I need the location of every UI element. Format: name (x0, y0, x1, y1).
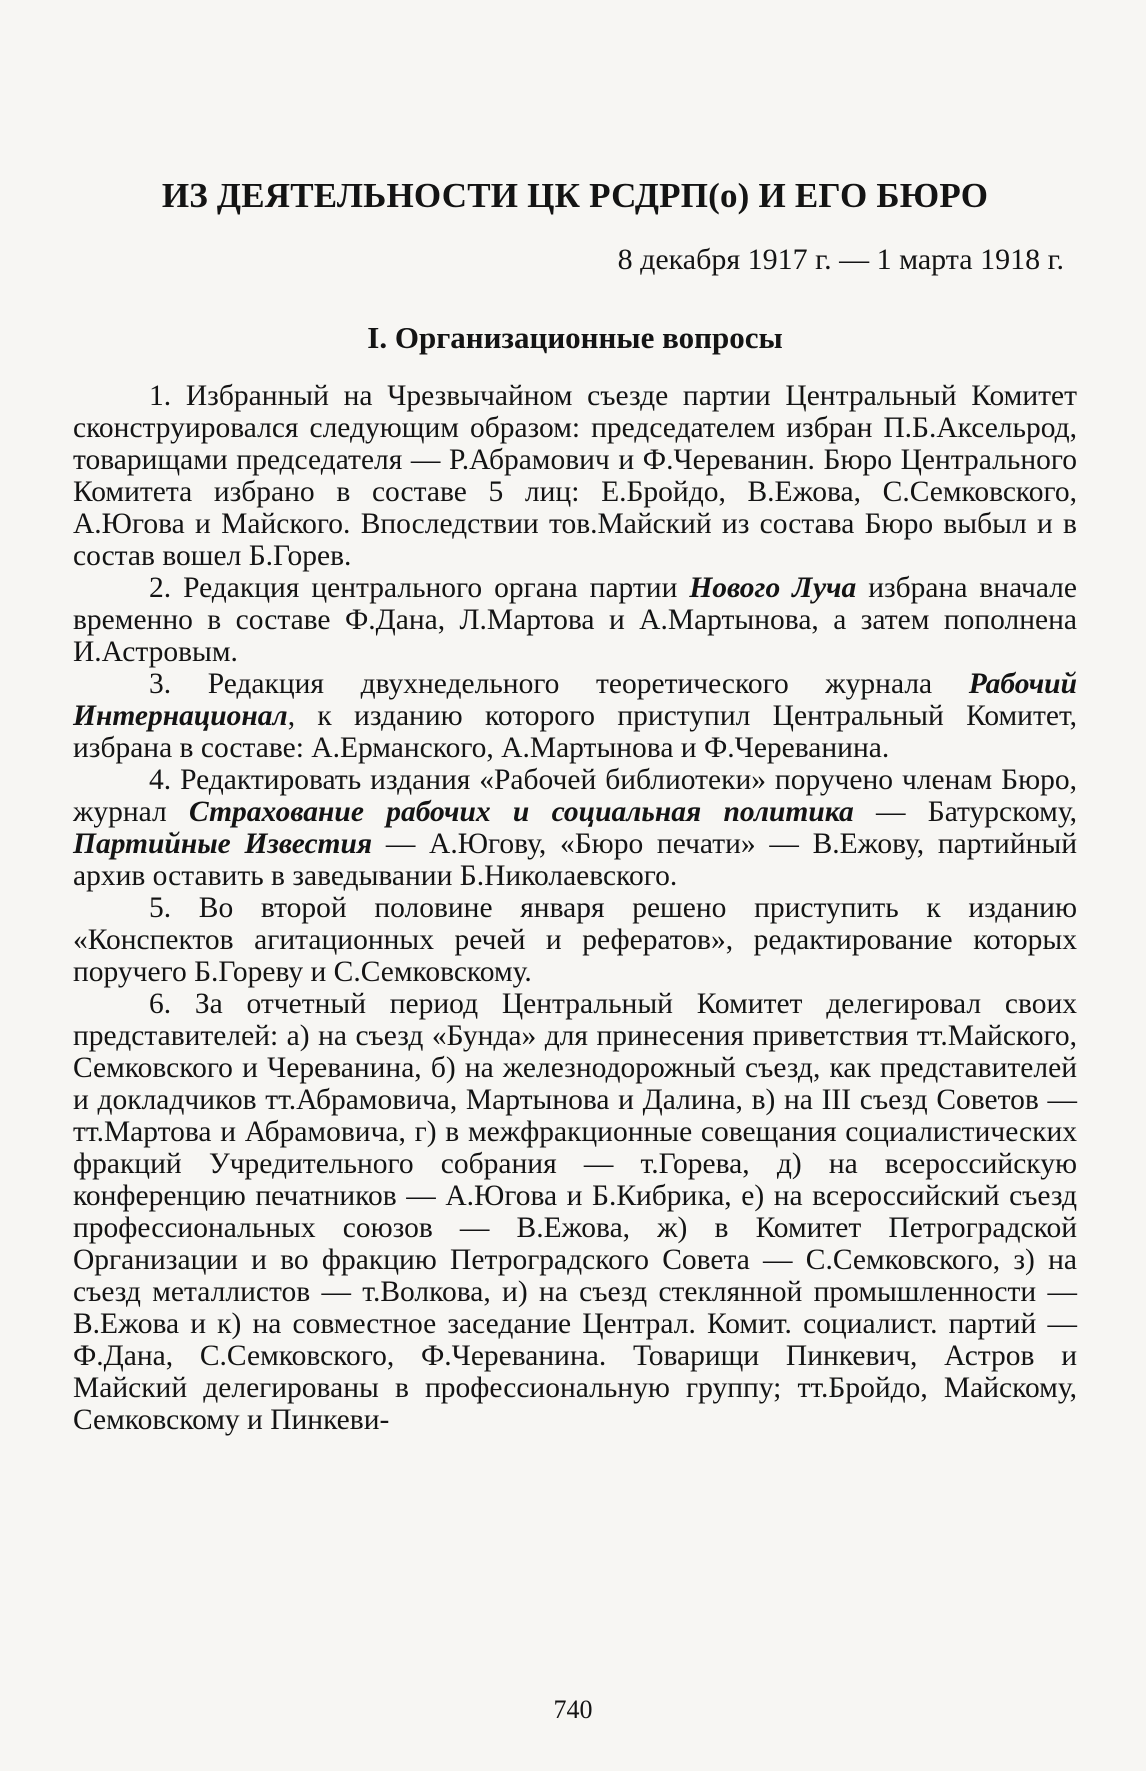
paragraph-text: 6. За отчетный период Центральный Комитет делегировал своих представителей: а) на съезд «Бунда» для принесения приветствия тт.Майского, Семковского и Череванина, б) на железнодорожный съезд, как представителей и докладчиков тт.Абрамовича, Мартынова и Далина, в) на III съезд Советов — тт.Мартова и Абрамовича, г) в межфракционные совещания социалистических фракций Учредительного собрания — т.Горева, д) на всероссийскую конференцию печатников — А.Югова и Б.Кибрика, е) на всероссийский съезд профессиональных союзов — В.Ежова, ж) в Комитет Петроградской Организации и во фракцию Петроградского Совета — С.Семковского, з) на съезд металлистов — т.Волкова, и) на съезд стеклянной промышленности — В.Ежова и к) на совместное заседание Централ. Комит. социалист. партий — Ф.Дана, С.Семковского, Ф.Череванина. Товарищи Пинкевич, Астров и Майский делегированы в профессиональную группу; тт.Бройдо, Майскому, Семковскому и Пинкеви- (73, 988, 1077, 1436)
page-number: 740 (553, 1695, 593, 1724)
paragraph-3 (73, 668, 1077, 764)
journal-title: Рабочий Интернационал (73, 668, 1077, 732)
paragraph-text: 3. Редакция двухнедельного теоретического журнала (149, 668, 969, 700)
paragraph-text: 2. Редакция центрального органа партии (149, 572, 690, 604)
paragraph-text: 1. Избранный на Чрезвычайном съезде партии Центральный Комитет сконструировался следующим образом: председателем избран П.Б.Аксельрод, товарищами председателя — Р.Абрамович и Ф.Череванин. Бюро Центрального Комитета избрано в составе 5 лиц: Е.Бройдо, В.Ежова, С.Семковского, А.Югова и Майского. Впоследствии тов.Майский из состава Бюро выбыл и в состав вошел Б.Горев. (73, 380, 1077, 572)
paragraph-1 (73, 380, 1077, 572)
paragraph-text: — А.Югову, «Бюро печати» — В.Ежову, партийный архив оставить в заведывании Б.Николаевского. (73, 828, 1077, 892)
paragraph-6 (73, 988, 1077, 1436)
paragraph-4 (73, 764, 1077, 892)
paragraph-text: , к изданию которого приступил Центральный Комитет, избрана в составе: А.Ерманского, А.Мартынова и Ф.Череванина. (73, 700, 1077, 764)
paragraph-5 (73, 892, 1077, 988)
section-heading: I. Организационные вопросы (367, 320, 783, 355)
paragraph-2 (73, 572, 1077, 668)
paragraph-text: 4. Редактировать издания «Рабочей библиотеки» поручено членам Бюро, журнал (73, 764, 1077, 828)
journal-title: Страхование рабочих и социальная политика (189, 796, 854, 828)
journal-title: Партийные Известия (73, 828, 373, 860)
newspaper-title: Нового Луча (689, 572, 857, 604)
paragraph-text: 5. Во второй половине января решено приступить к изданию «Конспектов агитационных речей и рефератов», редактирование которых поручего Б.Гореву и С.Семковскому. (73, 892, 1077, 988)
paragraph-text: избрана вначале временно в составе Ф.Дана, Л.Мартова и А.Мартынова, а затем пополнена И.Астровым. (73, 572, 1077, 668)
date-range: 8 декабря 1917 г. — 1 марта 1918 г. (617, 243, 1064, 276)
document-title: ИЗ ДЕЯТЕЛЬНОСТИ ЦК РСДРП(о) И ЕГО БЮРО (161, 176, 989, 215)
document-body (73, 380, 1077, 1436)
paragraph-text: — Батурскому, (853, 796, 1078, 828)
